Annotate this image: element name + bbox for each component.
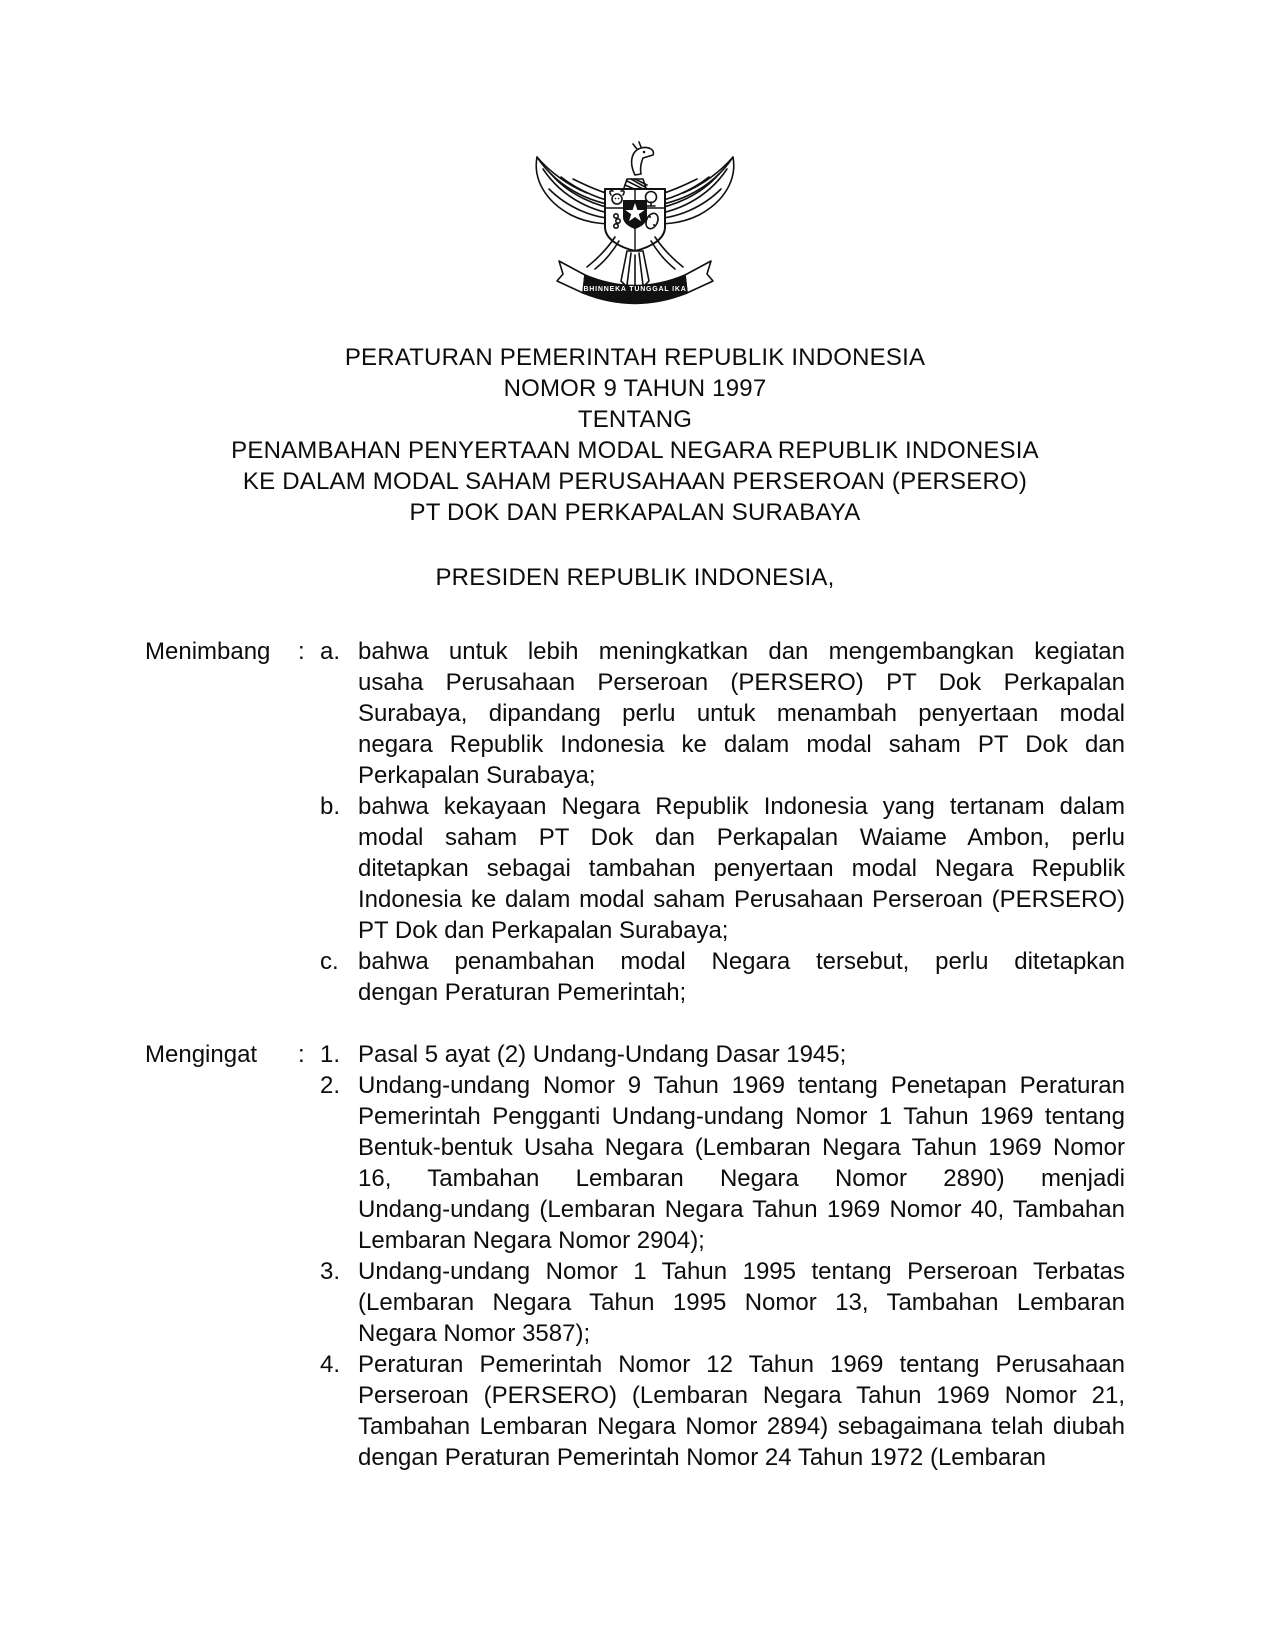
title-line-1: PERATURAN PEMERINTAH REPUBLIK INDONESIA <box>344 344 926 371</box>
text-line: modal saham PT Dok dan Perkapalan Waiame Ambon, perlu <box>358 824 1125 851</box>
mengingat-label: Mengingat <box>145 1041 258 1068</box>
text-line: Pemerintah Pengganti Undang-undang Nomor 1 Tahun 1969 tentang <box>358 1103 1125 1130</box>
list-item-1 <box>320 1039 1125 1070</box>
section-menimbang <box>145 636 1125 1008</box>
list-item-4 <box>320 1349 1125 1473</box>
item-text <box>358 1039 1125 1070</box>
item-marker: a. <box>320 638 341 665</box>
title-line-3: TENTANG <box>577 406 693 433</box>
text-line: bahwa kekayaan Negara Republik Indonesia yang tertanam dalam <box>358 793 1125 820</box>
item-text <box>358 1349 1125 1473</box>
mengingat-items <box>320 1039 1125 1473</box>
text-line: Undang-undang Nomor 9 Tahun 1969 tentang Penetapan Peraturan <box>358 1072 1125 1099</box>
menimbang-label: Menimbang <box>145 638 271 665</box>
garuda-pancasila-icon <box>523 141 747 309</box>
list-item-2 <box>320 1070 1125 1256</box>
title-line-5: KE DALAM MODAL SAHAM PERUSAHAAN PERSEROAN (PERSERO) <box>242 468 1028 495</box>
title-line-6: PT DOK DAN PERKAPALAN SURABAYA <box>409 499 861 526</box>
item-marker: 3. <box>320 1258 341 1285</box>
text-line: Bentuk-bentuk Usaha Negara (Lembaran Negara Tahun 1969 Nomor <box>358 1134 1125 1161</box>
text-line: ditetapkan sebagai tambahan penyertaan modal Negara Republik <box>358 855 1125 882</box>
text-line: Surabaya, dipandang perlu untuk menambah penyertaan modal <box>358 700 1125 727</box>
text-line: Perseroan (PERSERO) (Lembaran Negara Tahun 1969 Nomor 21, <box>358 1382 1125 1409</box>
list-item-a <box>320 636 1125 791</box>
list-item-c <box>320 946 1125 1008</box>
text-line: Peraturan Pemerintah Nomor 12 Tahun 1969 tentang Perusahaan <box>358 1351 1125 1378</box>
item-text <box>358 791 1125 946</box>
text-line: Perkapalan Surabaya; <box>358 762 596 789</box>
item-marker: 4. <box>320 1351 341 1378</box>
item-text <box>358 1256 1125 1349</box>
menimbang-items <box>320 636 1125 1008</box>
list-item-b <box>320 791 1125 946</box>
list-item-3 <box>320 1256 1125 1349</box>
garuda-pancasila-emblem <box>523 141 747 309</box>
item-text <box>358 946 1125 1008</box>
text-line: Indonesia ke dalam modal saham Perusahaan Perseroan (PERSERO) <box>358 886 1125 913</box>
item-text <box>358 1070 1125 1256</box>
text-line: Pasal 5 ayat (2) Undang-Undang Dasar 1945; <box>358 1041 847 1068</box>
emblem-motto: BHINNEKA TUNGGAL IKA <box>583 286 687 293</box>
item-marker: 2. <box>320 1072 341 1099</box>
text-line: Lembaran Negara Nomor 2904); <box>358 1227 705 1254</box>
text-line: PT Dok dan Perkapalan Surabaya; <box>358 917 729 944</box>
text-line: Negara Nomor 3587); <box>358 1320 591 1347</box>
item-marker: c. <box>320 948 339 975</box>
title-line-2: NOMOR 9 TAHUN 1997 <box>503 375 767 402</box>
text-line: negara Republik Indonesia ke dalam modal saham PT Dok dan <box>358 731 1125 758</box>
text-line: (Lembaran Negara Tahun 1995 Nomor 13, Tambahan Lembaran <box>358 1289 1125 1316</box>
mengingat-colon: : <box>298 1041 305 1068</box>
menimbang-colon: : <box>298 638 305 665</box>
text-line: Undang-undang (Lembaran Negara Tahun 1969 Nomor 40, Tambahan <box>358 1196 1125 1223</box>
item-marker: b. <box>320 793 341 820</box>
text-line: usaha Perusahaan Perseroan (PERSERO) PT Dok Perkapalan <box>358 669 1125 696</box>
document-title <box>145 342 1125 528</box>
text-line: bahwa penambahan modal Negara tersebut, perlu ditetapkan <box>358 948 1125 975</box>
text-line: 16, Tambahan Lembaran Negara Nomor 2890) menjadi <box>358 1165 1125 1192</box>
item-marker: 1. <box>320 1041 341 1068</box>
text-line: Tambahan Lembaran Negara Nomor 2894) sebagaimana telah diubah <box>358 1413 1125 1440</box>
item-text <box>358 636 1125 791</box>
section-mengingat <box>145 1039 1125 1473</box>
text-line: Undang-undang Nomor 1 Tahun 1995 tentang Perseroan Terbatas <box>358 1258 1125 1285</box>
text-line: dengan Peraturan Pemerintah; <box>358 979 687 1006</box>
salutation: PRESIDEN REPUBLIK INDONESIA, <box>435 564 835 591</box>
text-line: bahwa untuk lebih meningkatkan dan mengembangkan kegiatan <box>358 638 1125 665</box>
title-line-4: PENAMBAHAN PENYERTAAN MODAL NEGARA REPUBLIK INDONESIA <box>231 437 1039 464</box>
text-line: dengan Peraturan Pemerintah Nomor 24 Tahun 1972 (Lembaran <box>358 1444 1047 1471</box>
